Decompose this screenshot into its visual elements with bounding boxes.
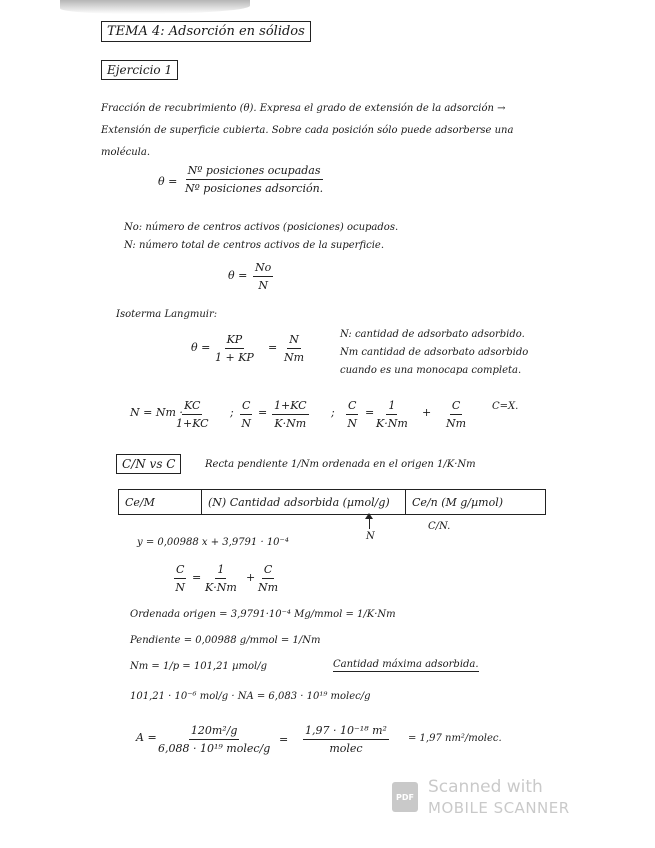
linear-part3-plus: + [422,406,432,419]
langmuir-fraction-2 [284,333,304,364]
area-equals-1: = [279,733,289,746]
def-n: N: número total de centros activos de la superficie. [124,240,385,251]
table-below-col3: C/N. [428,521,451,532]
langmuir-note-1: N: cantidad de adsorbato adsorbido. [340,329,525,340]
table-header-col2: (N) Cantidad adsorbida (µmol/g) [201,490,405,514]
langmuir-heading: Isoterma Langmuir: [116,309,218,320]
scan-smudge [60,0,250,14]
theta-eq-fraction [185,164,323,195]
area-fraction-2 [303,724,389,755]
watermark-line-1: Scanned with [428,777,543,797]
linear-part3-den-b: Nm [446,417,467,430]
linear-part1-fraction [176,399,209,430]
result-pendiente: Pendiente = 0,00988 g/mmol = 1/Nm [130,635,321,646]
fit-lhs-num: C [174,563,186,579]
linear-part3-fraction-a [376,399,408,430]
langmuir-den-1: 1 + KP [215,351,254,364]
linear-part2-den-right: K·Nm [274,417,307,430]
arrow-up-icon [369,515,370,529]
linear-sep-2: ; [331,406,335,419]
watermark-line-2: MOBILE SCANNER [428,799,570,817]
theta-short-numerator: No [253,261,273,277]
linear-part2-num-right: 1+KC [272,399,309,415]
result-nm-value: Nm = 1/p = 101,21 µmol/g [130,661,267,672]
theta-eq-denominator: Nº posiciones adsorción. [185,182,324,195]
langmuir-den-2: Nm [284,351,305,364]
watermark-text [428,777,570,817]
theta-short-lhs: θ = [228,269,248,282]
langmuir-note-3: cuando es una monocapa completa. [340,365,522,376]
area-den-1: 6,088 · 10¹⁹ molec/g [158,742,271,755]
fit-num-a: 1 [215,563,226,579]
linear-part3-equals: = [365,406,375,419]
linear-part1-num: KC [182,399,202,415]
intro-line-1: Fracción de recubrimiento (θ). Expresa el grado de extensión de la adsorción → [101,103,506,114]
theta-short-fraction [253,261,273,292]
linear-part3-num-left: C [346,399,358,415]
fit-den-b: Nm [258,581,279,594]
area-num-2: 1,97 · 10⁻¹⁸ m² [303,724,389,740]
linear-part3-fraction-b [446,399,466,430]
fit-fraction-a [205,563,237,594]
linear-part2-equals: = [258,406,268,419]
table-header-col1: Ce/M [125,495,155,509]
linear-part1-den: 1+KC [176,417,209,430]
result-na: 101,21 · 10⁻⁶ mol/g · NA = 6,083 · 10¹⁹ molec/g [130,691,371,702]
theta-eq-lhs: θ = [158,175,178,188]
theta-short-denominator: N [258,279,268,292]
area-result: = 1,97 nm²/molec. [408,733,502,744]
fit-equals: = [192,571,202,584]
fit-lhs-fraction [174,563,186,594]
fit-equation: y = 0,00988 x + 3,9791 · 10⁻⁴ [137,537,289,548]
pdf-icon: PDF [392,782,418,812]
linear-part3-fraction-left [346,399,358,430]
langmuir-note-2: Nm cantidad de adsorbato adsorbido [340,347,529,358]
area-den-2: molec [329,742,363,755]
linear-part3-den-left: N [347,417,358,430]
table-header-col3: Ce/n (M g/µmol) [405,490,545,514]
langmuir-equals: = [268,341,278,354]
page-title: TEMA 4: Adsorción en sólidos [101,21,311,42]
exercise-label: Ejercicio 1 [101,60,178,80]
linear-part3-num-a: 1 [386,399,397,415]
data-table-header [118,489,546,515]
area-lhs: A = [136,731,157,744]
result-nm-note: Cantidad máxima adsorbida. [333,659,479,670]
scanner-watermark [392,777,570,817]
table-below-col2: N [366,531,375,542]
linear-part2-den-left: N [241,417,252,430]
def-no: No: número de centros activos (posiciones) ocupados. [124,222,399,233]
plot-description: Recta pendiente 1/Nm ordenada en el origen 1/K·Nm [205,459,476,470]
intro-line-2: Extensión de superficie cubierta. Sobre cada posición sólo puede adsorberse una [101,125,514,136]
langmuir-num-1: KP [225,333,245,349]
linear-cx-note: C=X. [492,401,519,412]
area-num-1: 120m²/g [189,724,240,740]
linear-part2-num-left: C [240,399,252,415]
theta-eq-numerator: Nº posiciones ocupadas [186,164,323,180]
fit-plus: + [246,571,256,584]
linear-part1-lhs: N = Nm · [130,406,183,419]
linear-part2-fraction-right [272,399,309,430]
linear-sep-1: ; [230,406,234,419]
fit-den-a: K·Nm [205,581,237,594]
fit-fraction-b [258,563,278,594]
fit-lhs-den: N [175,581,186,594]
result-ordenada: Ordenada origen = 3,9791·10⁻⁴ Mg/mmol = 1/K·Nm [130,609,396,620]
linear-part2-fraction-left [240,399,252,430]
linear-part3-den-a: K·Nm [376,417,408,430]
fit-num-b: C [262,563,274,579]
area-fraction-1 [158,724,270,755]
intro-line-3: molécula. [101,147,150,158]
langmuir-fraction-1 [215,333,254,364]
langmuir-num-2: N [287,333,301,349]
plot-box-label: C/N vs C [116,454,181,474]
langmuir-lhs: θ = [191,341,211,354]
linear-part3-num-b: C [450,399,462,415]
